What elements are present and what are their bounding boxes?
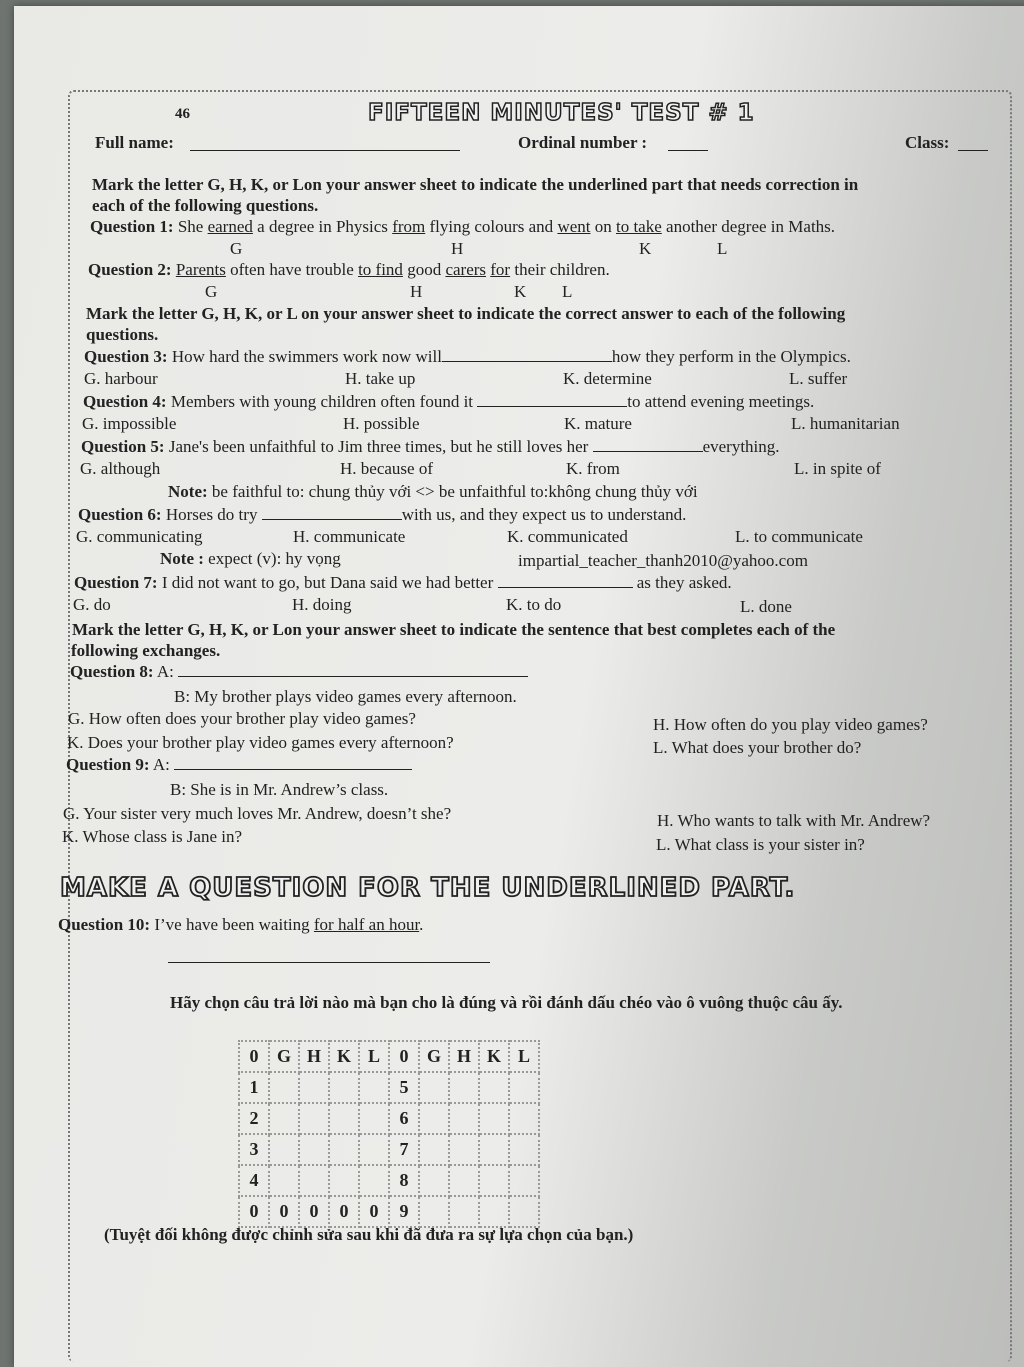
option-h: H. take up — [345, 369, 416, 388]
grid-header: G — [419, 1041, 449, 1072]
option-k: K. Does your brother play video games every afternoon? — [67, 733, 454, 752]
answer-box[interactable] — [479, 1103, 509, 1134]
option-k: K. mature — [564, 414, 632, 433]
option-l: L. suffer — [789, 369, 848, 388]
grid-header: L — [509, 1041, 539, 1072]
answer-grid — [238, 1040, 540, 1228]
section3-instruction: Mark the letter G, H, K, or Lon your answer sheet to indicate the sentence that best completes each of the — [72, 620, 836, 639]
grid-row — [239, 1072, 539, 1103]
page-number: 46 — [175, 106, 190, 122]
answer-blank — [593, 437, 703, 452]
answer-blank — [477, 392, 627, 407]
option-l: L. to communicate — [735, 527, 863, 546]
option-letter: K — [639, 239, 652, 258]
grid-cell: 0 — [329, 1196, 359, 1227]
answer-box[interactable] — [299, 1134, 329, 1165]
option-k: K. Whose class is Jane in? — [62, 827, 243, 846]
question-6: Question 6: Horses do try with us, and they expect us to understand. — [78, 505, 687, 524]
answer-box[interactable] — [329, 1134, 359, 1165]
dialog-b: B: She is in Mr. Andrew’s class. — [170, 780, 389, 799]
answer-box[interactable] — [419, 1103, 449, 1134]
answer-box[interactable] — [419, 1072, 449, 1103]
answer-box[interactable] — [299, 1165, 329, 1196]
option-l: L. What class is your sister in? — [656, 835, 865, 854]
answer-box[interactable] — [269, 1103, 299, 1134]
grid-header: H — [449, 1041, 479, 1072]
question-number: 5 — [389, 1072, 419, 1103]
question-5: Question 5: Jane's been unfaithful to Jim three times, but he still loves her everything. — [81, 437, 780, 456]
question-number: 4 — [239, 1165, 269, 1196]
option-h: H. because of — [340, 459, 433, 478]
answer-box[interactable] — [509, 1196, 539, 1227]
note-1: Note: be faithful to: chung thủy với <> be unfaithful to:không chung thủy với — [168, 482, 698, 501]
grid-row — [239, 1196, 539, 1227]
section4-title: MAKE A QUESTION FOR THE UNDERLINED PART. — [60, 873, 796, 903]
option-letter: G — [230, 239, 243, 258]
section3-instruction-2: following exchanges. — [71, 641, 221, 660]
option-h: H. Who wants to talk with Mr. Andrew? — [657, 811, 931, 830]
option-l: L. humanitarian — [791, 414, 900, 433]
question-9: Question 9: A: — [66, 754, 412, 775]
answer-box[interactable] — [479, 1134, 509, 1165]
question-8: Question 8: A: — [70, 661, 528, 682]
option-letter: L — [717, 239, 728, 258]
question-7: Question 7: I did not want to go, but Dana said we had better as they asked. — [74, 573, 732, 592]
page-title: FIFTEEN MINUTES' TEST # 1 — [368, 100, 755, 126]
grid-header: H — [299, 1041, 329, 1072]
ordinal-line[interactable] — [668, 150, 708, 151]
answer-box[interactable] — [479, 1072, 509, 1103]
section2-instruction-2: questions. — [86, 325, 159, 344]
option-g: G. harbour — [84, 369, 158, 388]
answer-box[interactable] — [449, 1196, 479, 1227]
answer-box[interactable] — [479, 1165, 509, 1196]
author-email: impartial_teacher_thanh2010@yahoo.com — [518, 551, 808, 570]
ordinal-label: Ordinal number : — [518, 133, 648, 152]
option-h: H. doing — [292, 595, 352, 614]
full-name-label: Full name: — [95, 133, 174, 152]
grid-cell: 0 — [269, 1196, 299, 1227]
option-g: G. do — [73, 595, 111, 614]
answer-box[interactable] — [359, 1072, 389, 1103]
option-letter: K — [514, 282, 527, 301]
answer-box[interactable] — [359, 1134, 389, 1165]
question-number: 3 — [239, 1134, 269, 1165]
grid-header-row — [239, 1041, 539, 1072]
class-line[interactable] — [958, 150, 988, 151]
answer-blank — [178, 662, 528, 677]
answer-box[interactable] — [509, 1134, 539, 1165]
grid-header: K — [329, 1041, 359, 1072]
answer-box[interactable] — [299, 1072, 329, 1103]
question-1: Question 1: She earned a degree in Physics from flying colours and went on to take another degree in Maths. — [90, 217, 836, 236]
question-10: Question 10: I’ve have been waiting for half an hour. — [58, 915, 424, 934]
answer-box[interactable] — [479, 1196, 509, 1227]
answer-box[interactable] — [449, 1072, 479, 1103]
answer-blank — [174, 755, 412, 770]
grid-cell: 0 — [299, 1196, 329, 1227]
option-k: K. to do — [506, 595, 562, 614]
question-3: Question 3: How hard the swimmers work now will how they perform in the Olympics. — [84, 347, 851, 366]
grid-header: G — [269, 1041, 299, 1072]
answer-box[interactable] — [419, 1196, 449, 1227]
option-g: G. although — [80, 459, 161, 478]
option-g: G. Your sister very much loves Mr. Andrew, doesn’t she? — [63, 804, 452, 823]
answer-box[interactable] — [509, 1103, 539, 1134]
section1-instruction: Mark the letter G, H, K, or Lon your answer sheet to indicate the underlined part that needs correction in — [92, 175, 859, 194]
option-h: H. communicate — [293, 527, 406, 546]
answer-blank — [442, 347, 612, 362]
class-label: Class: — [905, 133, 950, 152]
footer-note: (Tuyệt đối không được chỉnh sửa sau khi đã đưa ra sự lựa chọn của bạn.) — [104, 1225, 634, 1244]
option-letter: L — [562, 282, 573, 301]
grid-header: L — [359, 1041, 389, 1072]
answer-box[interactable] — [269, 1134, 299, 1165]
answer-box[interactable] — [449, 1103, 479, 1134]
answer-blank — [262, 505, 402, 520]
grid-row — [239, 1134, 539, 1165]
answer-box[interactable] — [359, 1103, 389, 1134]
answer-box[interactable] — [299, 1103, 329, 1134]
answer-box[interactable] — [449, 1165, 479, 1196]
answer-box[interactable] — [419, 1165, 449, 1196]
question-number: 2 — [239, 1103, 269, 1134]
question-number: 8 — [389, 1165, 419, 1196]
question-label: Question 1: — [90, 217, 174, 236]
grid-cell: 0 — [359, 1196, 389, 1227]
answer-box[interactable] — [509, 1165, 539, 1196]
question-label: Question 2: — [88, 260, 172, 279]
question-2: Question 2: Parents often have trouble to find good carers for their children. — [88, 260, 610, 279]
option-k: K. communicated — [507, 527, 628, 546]
answer-box[interactable] — [509, 1072, 539, 1103]
full-name-line[interactable] — [190, 150, 460, 151]
section1-instruction-2: each of the following questions. — [92, 196, 319, 215]
option-k: K. from — [566, 459, 620, 478]
question-number: 6 — [389, 1103, 419, 1134]
grid-row — [239, 1165, 539, 1196]
question-number: 7 — [389, 1134, 419, 1165]
option-g: G. How often does your brother play video games? — [68, 709, 416, 728]
question-number: 9 — [389, 1196, 419, 1227]
grid-header: K — [479, 1041, 509, 1072]
option-l: L. done — [740, 597, 792, 616]
grid-cell: 0 — [239, 1196, 269, 1227]
answer-box[interactable] — [269, 1165, 299, 1196]
answer-instruction: Hãy chọn câu trả lời nào mà bạn cho là đúng và rồi đánh dấu chéo vào ô vuông thuộc câu ấy. — [170, 993, 843, 1012]
answer-box[interactable] — [269, 1072, 299, 1103]
option-letter: G — [205, 282, 218, 301]
grid-header: 0 — [239, 1041, 269, 1072]
option-h: H. possible — [343, 414, 420, 433]
grid-row — [239, 1103, 539, 1134]
answer-box[interactable] — [449, 1134, 479, 1165]
option-l: L. in spite of — [794, 459, 881, 478]
note-2: Note : expect (v): hy vọng — [160, 549, 341, 568]
option-g: G. communicating — [76, 527, 203, 546]
answer-box[interactable] — [329, 1072, 359, 1103]
grid-header: 0 — [389, 1041, 419, 1072]
option-k: K. determine — [563, 369, 652, 388]
answer-box[interactable] — [359, 1165, 389, 1196]
option-l: L. What does your brother do? — [653, 738, 862, 757]
dialog-b: B: My brother plays video games every afternoon. — [174, 687, 517, 706]
question-4: Question 4: Members with young children often found it to attend evening meetings. — [83, 392, 815, 411]
answer-box[interactable] — [329, 1103, 359, 1134]
answer-box[interactable] — [329, 1165, 359, 1196]
answer-line[interactable] — [168, 962, 490, 963]
option-letter: H — [410, 282, 423, 301]
option-letter: H — [451, 239, 464, 258]
section2-instruction: Mark the letter G, H, K, or L on your answer sheet to indicate the correct answer to each of the following — [86, 304, 846, 323]
option-g: G. impossible — [82, 414, 177, 433]
question-number: 1 — [239, 1072, 269, 1103]
option-h: H. How often do you play video games? — [653, 715, 928, 734]
answer-blank — [498, 573, 633, 588]
answer-box[interactable] — [419, 1134, 449, 1165]
